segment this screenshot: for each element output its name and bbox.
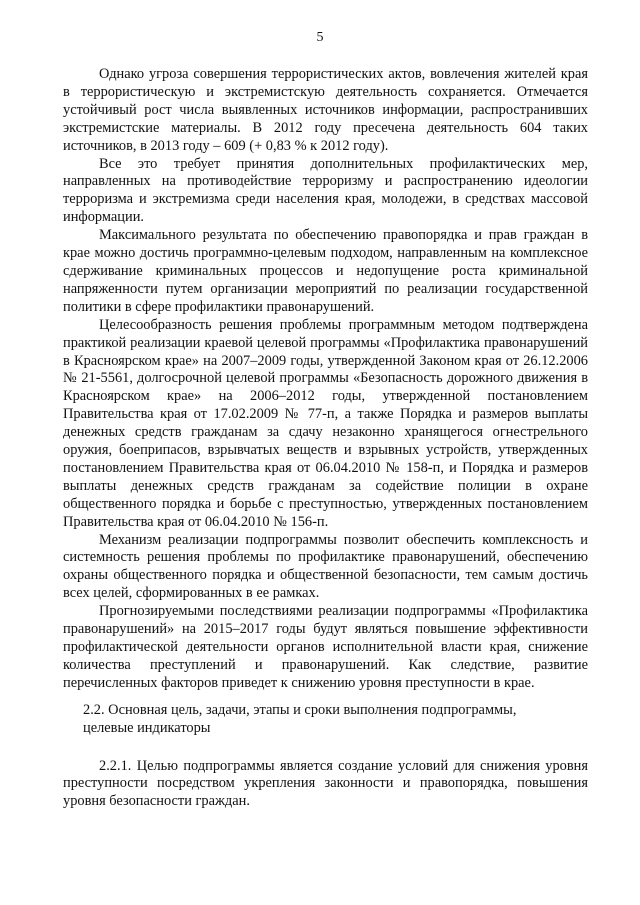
paragraph-implementation-mechanism: Механизм реализации подпрограммы позволит обеспечить комплексность и системность решения проблемы по профилактике правонарушений, обеспечению охраны общественного порядка и общественной безопасности, тем самым достичь всех целей, сформированных в ее рамках. (63, 531, 588, 602)
page-number: 5 (316, 30, 324, 45)
paragraph-program-justification: Целесообразность решения проблемы программным методом подтверждена практикой реализации краевой целевой программы «Профилактика правонарушений в Красноярском крае» на 2007–2009 годы, утвержденной Законом края от 26.12.2006 № 21-5561, долгосрочной целевой программы «Безопасность дорожного движения в Красноярском крае» на 2006–2012 годы, утвержденной постановлением Правительства края от 17.02.2009 № 77-п, а также Порядка и размеров выплаты денежных средств гражданам за сдачу незаконно хранящегося огнестрельного оружия, боеприпасов, взрывчатых веществ и взрывных устройств, утвержденных постановлением Правительства края от 06.04.2010 № 158-п, и Порядка и размеров выплаты денежных средств гражданам за содействие полиции в охране общественного порядка и борьбе с преступностью, утвержденных постановлением Правительства края от 06.04.2010 № 156-п. (63, 316, 588, 530)
paragraph-program-approach: Максимального результата по обеспечению правопорядка и прав граждан в крае можно достичь программно-целевым подходом, направленным на комплексное сдерживание криминальных процессов и недопущение роста криминальной напряженности путем организации мероприятий по реализации государственной политики в сфере профилактики правонарушений. (63, 227, 588, 315)
section-heading-line-1: 2.2. Основная цель, задачи, этапы и сроки выполнения подпрограммы, (83, 701, 517, 718)
section-heading (63, 702, 588, 738)
document-body (63, 66, 588, 811)
paragraph-subprogram-goal: 2.2.1. Целью подпрограммы является создание условий для снижения уровня преступности посредством укрепления законности и правопорядка, повышения уровня безопасности граждан. (63, 757, 588, 810)
section-heading-line-2: целевые индикаторы (83, 719, 211, 736)
paragraph-expected-results: Прогнозируемыми последствиями реализации подпрограммы «Профилактика правонарушений» на 2015–2017 годы будут являться повышение эффективности профилактической деятельности органов исполнительной власти края, снижение количества преступлений и правонарушений. Как следствие, развитие перечисленных факторов приведет к снижению уровня преступности в крае. (63, 603, 588, 691)
paragraph-terrorism-threat: Однако угроза совершения террористических актов, вовлечения жителей края в террористическую и экстремистскую деятельность сохраняется. Отмечается устойчивый рост числа выявленных источников информации, распространивших экстремистские материалы. В 2012 году пресечена деятельность 604 таких источников, в 2013 году – 609 (+ 0,83 % к 2012 году). (63, 66, 588, 154)
paragraph-preventive-measures: Все это требует принятия дополнительных профилактических мер, направленных на противодействие терроризму и распространению идеологии терроризма и экстремизма среди населения края, молодежи, в средствах массовой информации. (63, 155, 588, 226)
